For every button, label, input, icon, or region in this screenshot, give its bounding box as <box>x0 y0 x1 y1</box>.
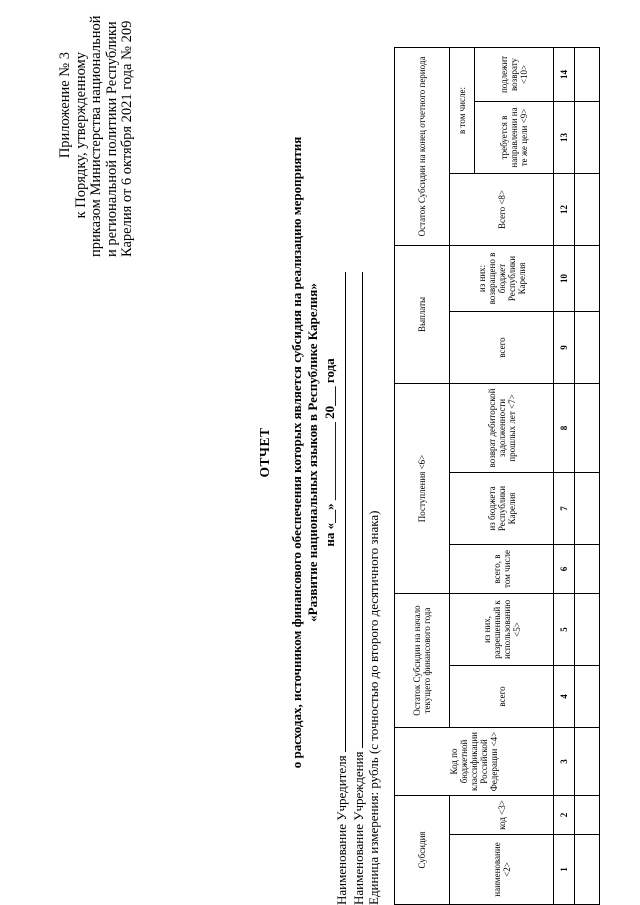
appendix-line: к Порядку, утвержденному <box>72 52 89 219</box>
founder-row <box>333 272 350 905</box>
appendix-header <box>57 15 136 257</box>
report-title <box>257 0 338 905</box>
header-end-same: требуется в направлении на те же цели <9> <box>475 101 554 173</box>
header-receipts-debt: возврат дебиторской задолженности прошлых лет <7> <box>450 384 554 473</box>
header-code: код <3> <box>450 796 554 835</box>
column-number: 10 <box>554 245 575 311</box>
header-end-return: подлежит возврату <10> <box>475 47 554 101</box>
table-cell[interactable] <box>575 473 600 545</box>
column-number: 3 <box>554 728 575 796</box>
header-start-allowed: из них, разрешенный к использованию <5> <box>450 594 554 666</box>
table-row <box>575 47 600 904</box>
report-info <box>333 272 382 905</box>
header-balance-end: Остаток Субсидии на конец отчетного периода <box>395 47 450 245</box>
year-blank: ___ <box>321 386 337 406</box>
unit-row <box>366 272 382 905</box>
column-number: 12 <box>554 173 575 245</box>
header-name: наименование <2> <box>450 835 554 905</box>
appendix-line: Карелия от 6 октября 2021 года № 209 <box>119 20 135 257</box>
date-prefix: на « <box>321 522 337 547</box>
header-start-total: всего <box>450 666 554 728</box>
institution-label: Наименование Учреждения <box>350 751 366 905</box>
institution-row <box>350 272 367 905</box>
table-cell[interactable] <box>575 312 600 384</box>
column-number: 14 <box>554 47 575 101</box>
table-cell[interactable] <box>575 101 600 173</box>
column-number: 13 <box>554 101 575 173</box>
appendix-line: и региональной политики Республики <box>103 21 120 257</box>
column-number-row <box>554 47 575 904</box>
header-pay-returned: из них: возвращено в бюджет Республики Карелия <box>450 245 554 311</box>
header-receipts-total: всего, в том числе <box>450 545 554 594</box>
header-receipts-budget: из бюджета Республики Карелия <box>450 473 554 545</box>
column-number: 4 <box>554 666 575 728</box>
report-program: «Развитие национальных языков в Республике Карелия» <box>305 283 320 622</box>
table-cell[interactable] <box>575 796 600 835</box>
month-blank: ____________ <box>321 422 337 501</box>
column-number: 6 <box>554 545 575 594</box>
unit-label: Единица измерения: рубль (с точностью до второго десятичного знака) <box>366 510 381 905</box>
column-number: 1 <box>554 835 575 905</box>
founder-label: Наименование Учредителя <box>334 755 349 905</box>
table-cell[interactable] <box>575 594 600 666</box>
table-cell[interactable] <box>575 173 600 245</box>
report-table <box>394 47 600 905</box>
founder-field[interactable] <box>333 272 346 752</box>
date-year: 20 <box>321 405 337 419</box>
date-mid: » <box>321 503 337 510</box>
table-cell[interactable] <box>575 545 600 594</box>
table-cell[interactable] <box>575 384 600 473</box>
column-number: 9 <box>554 312 575 384</box>
header-receipts: Поступления <6> <box>395 384 450 594</box>
date-suffix: года <box>321 358 337 384</box>
header-end-total: Всего <8> <box>450 173 554 245</box>
table-cell[interactable] <box>575 47 600 101</box>
header-budget-code: Код по бюджетной классификации Российской Федерации <4> <box>395 728 554 796</box>
column-number: 5 <box>554 594 575 666</box>
table-cell[interactable] <box>575 728 600 796</box>
report-heading: ОТЧЕТ <box>257 427 272 478</box>
report-subject: о расходах, источником финансового обеспечения которых является субсидия на реализацию мероприятия <box>288 136 304 769</box>
appendix-line: Приложение № 3 <box>57 52 73 159</box>
header-payments: Выплаты <box>395 245 450 383</box>
day-blank: __ <box>321 509 337 523</box>
header-balance-start: Остаток Субсидии на начало текущего финансового года <box>395 594 450 728</box>
appendix-line: приказом Министерства национальной <box>88 15 104 257</box>
header-end-incl: в том числе: <box>450 47 475 173</box>
header-subsidy: Субсидия <box>395 796 450 905</box>
column-number: 8 <box>554 384 575 473</box>
table-cell[interactable] <box>575 245 600 311</box>
column-number: 7 <box>554 473 575 545</box>
institution-field[interactable] <box>350 272 363 748</box>
column-number: 2 <box>554 796 575 835</box>
table-cell[interactable] <box>575 835 600 905</box>
table-cell[interactable] <box>575 666 600 728</box>
header-pay-total: всего <box>450 312 554 384</box>
